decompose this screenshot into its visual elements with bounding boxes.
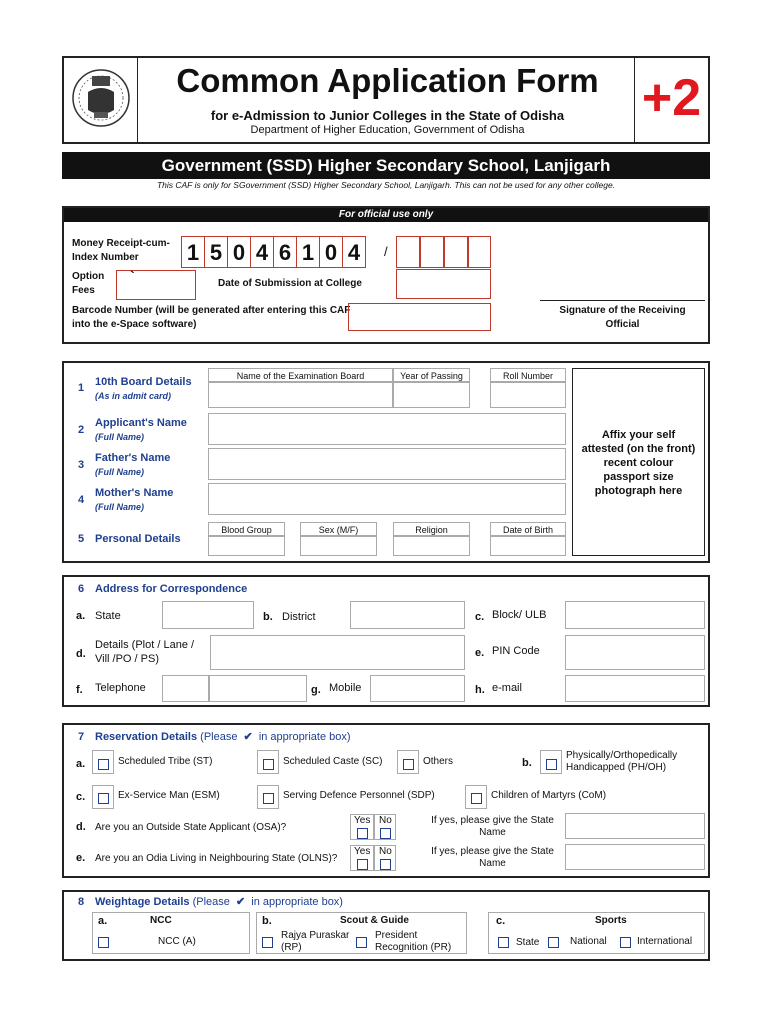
photo-text: Affix your self attested (on the front) recent colour passport size photograph here	[581, 429, 696, 497]
district-key: b.	[263, 611, 273, 623]
school-banner: Government (SSD) Higher Secondary School, Lanjigarh	[62, 152, 710, 179]
index-digit: 4	[250, 236, 274, 268]
res-e-key: e.	[76, 852, 86, 864]
item-1-num: 1	[78, 382, 85, 394]
index-digit: 5	[204, 236, 228, 268]
index-suffix-box-4[interactable]	[468, 236, 491, 268]
item-3-sub: (Full Name)	[95, 467, 145, 477]
rp-label: Rajya Puraskar (RP)	[281, 930, 350, 953]
osa-no-label: No	[379, 815, 392, 826]
weightage-heading-row	[95, 895, 343, 908]
sports-state-label: State	[516, 937, 540, 948]
block-key: c.	[475, 611, 485, 623]
details-label: Details (Plot / Lane / Vill /PO / PS)	[95, 639, 195, 665]
item-1-sub: (As in admit card)	[95, 391, 172, 401]
roll-number-header: Roll Number	[490, 368, 566, 382]
district-label: District	[282, 611, 316, 623]
block-label: Block/ ULB	[492, 609, 547, 621]
sdp-label: Serving Defence Personnel (SDP)	[283, 790, 435, 801]
olns-state-input[interactable]	[565, 844, 705, 870]
applicant-name-input[interactable]	[208, 413, 566, 445]
sports-international-label: International	[637, 936, 693, 947]
state-key: a.	[76, 610, 86, 622]
form-subtitle: for e-Admission to Junior Colleges in the State of Odisha	[210, 108, 565, 123]
index-number-digits	[182, 236, 366, 268]
index-digit: 0	[319, 236, 343, 268]
item-3-num: 3	[78, 459, 85, 471]
ncc-a-label: NCC (A)	[158, 936, 196, 947]
sc-label: Scheduled Caste (SC)	[283, 756, 383, 767]
index-digit: 1	[296, 236, 320, 268]
school-note: This CAF is only for SGovernment (SSD) Higher Secondary School, Lanjigarh. This can not be used for any other college.	[156, 180, 616, 190]
exam-board-header: Name of the Examination Board	[208, 368, 393, 382]
index-suffix-box-3[interactable]	[444, 236, 468, 268]
block-input[interactable]	[565, 601, 705, 629]
official-heading: For official use only	[64, 208, 708, 222]
plus-two-badge: +2	[641, 69, 702, 127]
com-checkbox[interactable]	[471, 793, 482, 804]
pr-label: President Recognition (PR)	[375, 930, 452, 953]
osa-yes-label: Yes	[354, 815, 371, 826]
address-heading: Address for Correspondence	[95, 583, 248, 595]
scout-head: Scout & Guide	[340, 915, 409, 926]
sex-input[interactable]	[300, 536, 377, 556]
reservation-hint-pre: (Please	[200, 731, 238, 743]
osa-yes-checkbox[interactable]	[357, 828, 368, 839]
others-label: Others	[423, 756, 454, 767]
index-digit: 4	[342, 236, 366, 268]
sports-key: c.	[496, 915, 506, 927]
sports-national-label: National	[570, 936, 607, 947]
olns-yes-label: Yes	[354, 846, 371, 857]
index-digit: 6	[273, 236, 297, 268]
email-input[interactable]	[565, 675, 705, 702]
address-num: 6	[78, 583, 85, 595]
item-2-label: Applicant's Name	[95, 417, 187, 429]
index-slash: /	[384, 244, 388, 259]
telephone-code-input[interactable]	[162, 675, 209, 702]
option-fees-label: Option Fees	[72, 271, 105, 296]
index-digit: 1	[181, 236, 205, 268]
telephone-input[interactable]	[209, 675, 307, 702]
sports-state-checkbox[interactable]	[498, 937, 509, 948]
weightage-hint-pre: (Please	[192, 896, 230, 908]
mobile-key: g.	[311, 684, 321, 696]
blood-group-input[interactable]	[208, 536, 285, 556]
sex-header: Sex (M/F)	[300, 522, 377, 536]
form-title: Common Application Form	[176, 62, 599, 99]
item-4-sub: (Full Name)	[95, 502, 145, 512]
item-3-label: Father's Name	[95, 452, 171, 464]
district-input[interactable]	[350, 601, 465, 629]
reservation-heading-row	[95, 730, 351, 743]
index-suffix-box-2[interactable]	[420, 236, 444, 268]
st-label: Scheduled Tribe (ST)	[118, 756, 213, 767]
st-checkbox[interactable]	[98, 759, 109, 770]
dob-input[interactable]	[490, 536, 566, 556]
item-4-num: 4	[78, 494, 85, 506]
olns-no-checkbox[interactable]	[380, 859, 391, 870]
reservation-heading: Reservation Details	[95, 731, 198, 743]
pin-key: e.	[475, 647, 485, 659]
esm-checkbox[interactable]	[98, 793, 109, 804]
osa-state-label: If yes, please give the State Name	[431, 815, 554, 838]
pr-checkbox[interactable]	[356, 937, 367, 948]
olns-yes-checkbox[interactable]	[357, 859, 368, 870]
item-1-label: 10th Board Details	[95, 376, 192, 388]
item-2-sub: (Full Name)	[95, 432, 145, 442]
blood-group-header: Blood Group	[208, 522, 285, 536]
others-checkbox[interactable]	[403, 759, 414, 770]
state-label: State	[95, 610, 121, 622]
scout-key: b.	[262, 915, 272, 927]
money-receipt-label: Money Receipt-cum-Index Number	[72, 238, 170, 263]
submission-date-label: Date of Submission at College	[218, 278, 362, 289]
mobile-label: Mobile	[329, 682, 362, 694]
sports-international-checkbox[interactable]	[620, 937, 631, 948]
emblem-icon	[70, 62, 132, 134]
res-b-key: b.	[522, 757, 532, 769]
religion-input[interactable]	[393, 536, 470, 556]
details-key: d.	[76, 648, 86, 660]
index-suffix-box-1[interactable]	[396, 236, 420, 268]
reservation-hint-post: in appropriate box)	[258, 731, 351, 743]
pin-label: PIN Code	[492, 645, 540, 657]
item-4-label: Mother's Name	[95, 487, 174, 499]
option-fees-box[interactable]	[116, 270, 196, 300]
details-input[interactable]	[210, 635, 465, 670]
option-fees-mark: `	[130, 268, 135, 284]
olns-no-label: No	[379, 846, 392, 857]
signature-line	[540, 300, 705, 301]
barcode-label: Barcode Number (will be generated after entering this CAF into the e-Space software)	[72, 305, 351, 330]
item-5-label: Personal Details	[95, 533, 181, 545]
weightage-hint-post: in appropriate box)	[251, 896, 343, 908]
rp-checkbox[interactable]	[262, 937, 273, 948]
checkmark-icon: ✔	[235, 896, 246, 908]
index-digit: 0	[227, 236, 251, 268]
res-a-key: a.	[76, 758, 86, 770]
osa-state-input[interactable]	[565, 813, 705, 839]
checkmark-icon: ✔	[243, 731, 253, 743]
telephone-key: f.	[76, 684, 83, 696]
olns-state-label: If yes, please give the State Name	[431, 846, 554, 869]
dob-header: Date of Birth	[490, 522, 566, 536]
mobile-input[interactable]	[370, 675, 465, 702]
year-of-passing-header: Year of Passing	[393, 368, 470, 382]
year-of-passing-input[interactable]	[393, 382, 470, 408]
department-line: Department of Higher Education, Government of Odisha	[250, 124, 525, 136]
sports-head: Sports	[595, 915, 627, 926]
father-name-input[interactable]	[208, 448, 566, 480]
email-key: h.	[475, 684, 485, 696]
reservation-num: 7	[78, 731, 85, 743]
ncc-head: NCC	[150, 915, 172, 926]
ph-checkbox[interactable]	[546, 759, 557, 770]
com-label: Children of Martyrs (CoM)	[491, 790, 607, 801]
mother-name-input[interactable]	[208, 483, 566, 515]
esm-label: Ex-Service Man (ESM)	[118, 790, 220, 801]
sdp-checkbox[interactable]	[263, 793, 274, 804]
sports-national-checkbox[interactable]	[548, 937, 559, 948]
pin-input[interactable]	[565, 635, 705, 670]
ncc-a-checkbox[interactable]	[98, 937, 109, 948]
roll-number-input[interactable]	[490, 382, 566, 408]
email-label: e-mail	[492, 682, 522, 694]
item-5-num: 5	[78, 533, 85, 545]
telephone-label: Telephone	[95, 682, 146, 694]
submission-date-box[interactable]	[396, 269, 491, 299]
item-2-num: 2	[78, 424, 85, 436]
osa-no-checkbox[interactable]	[380, 828, 391, 839]
res-c-key: c.	[76, 791, 86, 803]
res-d-key: d.	[76, 821, 86, 833]
exam-board-input[interactable]	[208, 382, 393, 408]
sc-checkbox[interactable]	[263, 759, 274, 770]
ncc-key: a.	[98, 915, 108, 927]
weightage-heading: Weightage Details	[95, 896, 190, 908]
religion-header: Religion	[393, 522, 470, 536]
weightage-num: 8	[78, 896, 85, 908]
signature-label: Signature of the Receiving Official	[559, 305, 686, 330]
barcode-box[interactable]	[348, 303, 491, 331]
olns-question: Are you an Odia Living in Neighbouring State (OLNS)?	[95, 853, 338, 864]
osa-question: Are you an Outside State Applicant (OSA)?	[95, 822, 287, 833]
state-input[interactable]	[162, 601, 254, 629]
ph-label: Physically/Orthopedically Handicapped (PH/OH)	[566, 750, 678, 773]
